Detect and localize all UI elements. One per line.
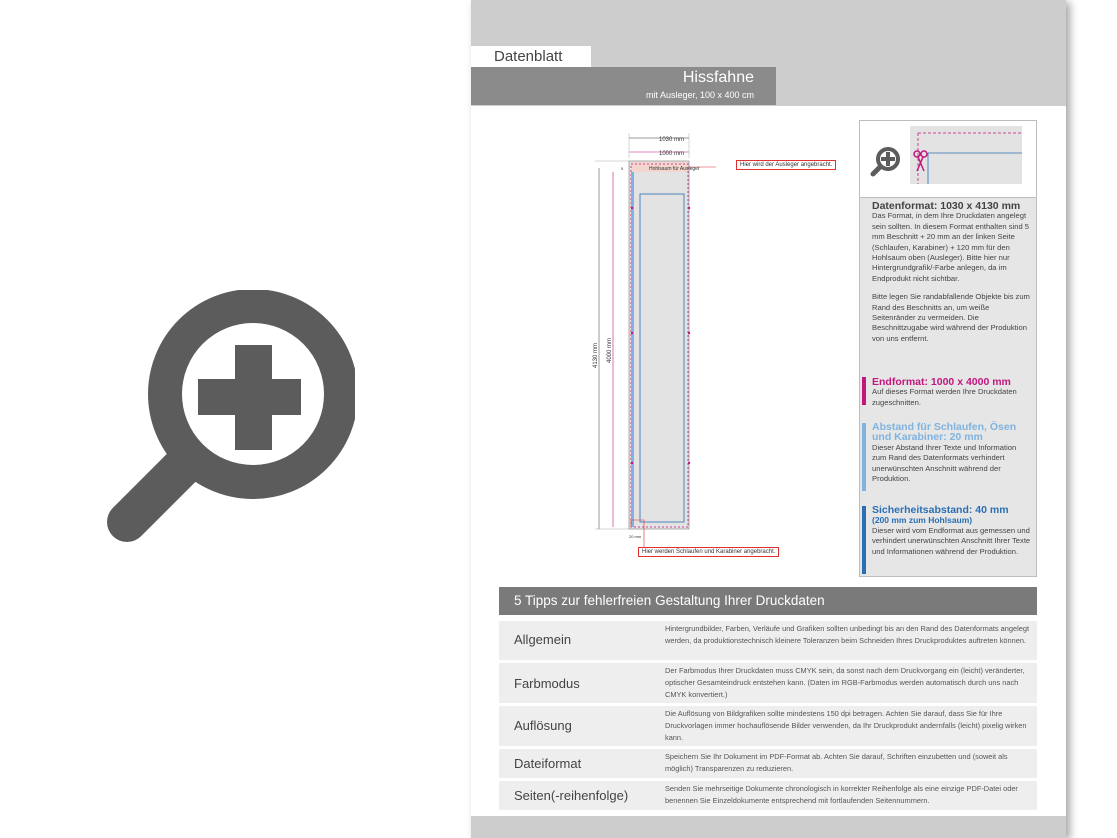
tip-label: Farbmodus [514, 676, 580, 691]
loop-strip [631, 172, 634, 527]
tip-label: Seiten(-reihenfolge) [514, 788, 629, 803]
legend-preview [860, 121, 1036, 198]
datenformat-body2: Bitte legen Sie randabfallende Objekte bis zum Rand des Beschnitts an, um weiße Seitenränder zu vermeiden. Die Beschnittzugabe wird während der Produktion von uns entfernt. [872, 292, 1030, 343]
tip-row [499, 706, 1037, 746]
datenformat-body: Das Format, in dem Ihre Druckdaten angelegt sein sollten. In diesem Format enthalten sind 5 mm Beschnitt + 20 mm an der linken Seite (Schlaufen, Karabiner) + 120 mm für den Hohlsaum oben (Ausleger). Bitte hier nur Hintergrundgrafik/-Farbe anlegen, da im Endprodukt nicht sichtbar. [872, 211, 1030, 283]
tip-text: Senden Sie mehrseitige Dokumente chronologisch in korrekter Reihenfolge als eine einzige PDF-Datei oder benennen Sie Einzeldokumente entsprechend mit fortlaufenden Seitennummern. [665, 784, 1018, 805]
tip-row [499, 781, 1037, 810]
sicherheit-subheading: (200 mm zum Hohlsaum) [872, 515, 973, 526]
annotation-boom: Hier wird der Ausleger angebracht. [736, 160, 836, 170]
datasheet-page [471, 0, 1066, 838]
tip-row [499, 621, 1037, 660]
tip-text: Der Farbmodus Ihrer Druckdaten muss CMYK sein, da sonst nach dem Druckvorgang ein (leicht) veränderter, optischer Gesamteindruck entstehen kann. (Daten im RGB-Farbmodus werden automatisch durch uns nach CMYK konvertiert.) [665, 666, 1025, 699]
sicherheit-body: Dieser wird vom Endformat aus gemessen und verhindert unerwünschten Anschnitt Ihrer Texte und Informationen während der Produktion. [872, 525, 1031, 556]
sicherheit-heading: Sicherheitsabstand: 40 mm [872, 504, 1009, 516]
dim-inner-width: 1000 mm [659, 151, 685, 157]
tip-label: Dateiformat [514, 756, 582, 771]
endformat-body: Auf dieses Format werden Ihre Druckdaten zugeschnitten. [872, 387, 1017, 407]
tip-text: Hintergrundbilder, Farben, Verläufe und Grafiken sollten unbedingt bis an den Rand des Datenformats angelegt werden, da produktionstechnisch kleinere Toleranzen beim Schneiden Ihres Druckproduktes auftreten können. [665, 624, 1030, 645]
flag-drawing [591, 128, 851, 568]
small-dim-bottom: 20 mm [629, 534, 642, 539]
endformat-heading: Endformat: 1000 x 4000 mm [872, 376, 1011, 388]
legend-endformat [872, 377, 1032, 408]
page-footer-band [471, 816, 1066, 838]
zoom-in-icon[interactable] [873, 149, 898, 174]
sicherheit-marker [862, 506, 866, 574]
zoom-in-icon[interactable] [105, 290, 355, 546]
product-title: Hissfahne [682, 69, 754, 86]
datenformat-heading: Datenformat: 1030 x 4130 mm [872, 200, 1021, 212]
abstand-marker [862, 423, 866, 491]
tip-label: Allgemein [514, 632, 572, 647]
legend-abstand [872, 422, 1032, 484]
tip-row [499, 749, 1037, 778]
dim-outer-width: 1030 mm [659, 137, 685, 143]
title-bar [471, 67, 776, 105]
tip-text: Speichern Sie Ihr Dokument im PDF-Format ab. Achten Sie darauf, Schriften einzubetten und (soweit als möglich) Transparenzen zu reduzieren. [665, 752, 1008, 773]
abstand-body: Dieser Abstand Ihrer Texte und Information zum Rand des Datenformats verhindert unerwünschten Anschnitt während der Produktion. [872, 442, 1017, 484]
hem-label: Hohlsaum für Ausleger [649, 166, 700, 172]
tip-label: Auflösung [514, 718, 572, 733]
data-format-area [629, 161, 689, 529]
legend-sicherheit [872, 505, 1032, 557]
tip-row [499, 663, 1037, 703]
dim-outer-height: 4130 mm [593, 342, 599, 368]
endformat-marker [862, 377, 866, 405]
flag-diagram [591, 128, 851, 568]
legend-panel [859, 120, 1037, 577]
annotation-loops: Hier werden Schlaufen und Karabiner angebracht. [638, 547, 779, 557]
legend-datenformat [872, 201, 1032, 344]
tips-heading: 5 Tipps zur fehlerfreien Gestaltung Ihrer Druckdaten [499, 587, 1037, 615]
abstand-heading: Abstand für Schlaufen, Ösen und Karabiner: 20 mm [872, 421, 1017, 444]
product-subtitle: mit Ausleger, 100 x 400 cm [645, 90, 754, 100]
datasheet-tab: Datenblatt [471, 46, 591, 67]
small-dim-top: 5 [621, 166, 624, 171]
dim-inner-height: 4000 mm [607, 337, 613, 363]
tip-text: Die Auflösung von Bildgrafiken sollte mindestens 150 dpi betragen. Achten Sie darauf, dass Sie für Ihre Druckvorlagen immer hochauflösende Bilder verwenden, da Ihr Druckprodukt andernfalls (leicht) pixelig wirken kann. [665, 709, 1027, 742]
